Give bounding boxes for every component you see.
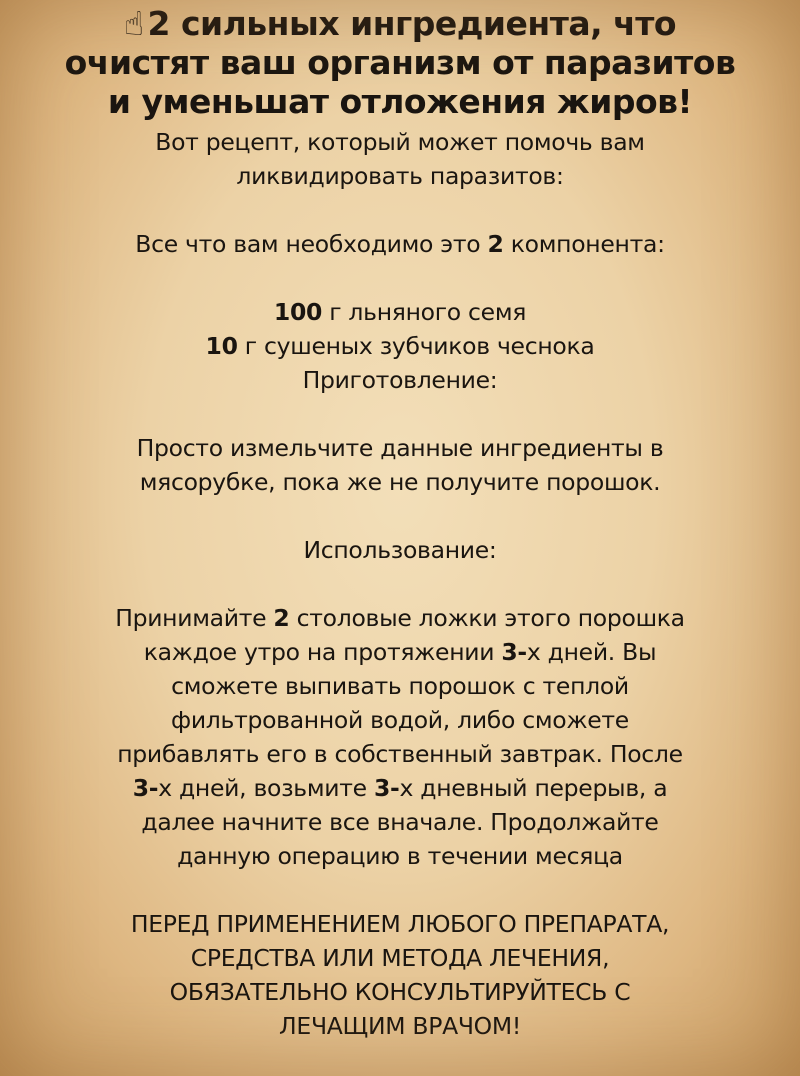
ingredient-text: г льняного семя — [322, 298, 527, 326]
usage-number: 3- — [501, 638, 527, 666]
spacer — [0, 193, 800, 227]
headline-line-3: и уменьшат отложения жиров! — [107, 82, 693, 121]
pointing-up-icon: ☝ — [123, 4, 144, 43]
warning-line-4: ЛЕЧАЩИМ ВРАЧОМ! — [279, 1012, 521, 1040]
warning-line-1: ПЕРЕД ПРИМЕНЕНИЕМ ЛЮБОГО ПРЕПАРАТА, — [130, 910, 670, 938]
usage-text: Принимайте — [115, 604, 274, 632]
usage-line-2 — [0, 635, 800, 669]
usage-number: 3- — [132, 774, 159, 802]
headline — [0, 4, 800, 121]
usage-text: столовые ложки этого порошка — [289, 604, 685, 632]
components-line — [0, 227, 800, 261]
spacer — [0, 873, 800, 907]
headline-text-1: 2 сильных ингредиента, что — [147, 4, 677, 43]
ingredient-item — [0, 295, 800, 329]
headline-line-2: очистят ваш организм от паразитов — [64, 43, 736, 82]
ingredient-amount: 10 — [205, 332, 238, 360]
components-suffix: компонента: — [503, 230, 665, 258]
usage-heading: Использование: — [303, 536, 497, 564]
headline-line-1 — [0, 4, 800, 43]
usage-line-5: прибавлять его в собственный завтрак. После — [117, 740, 683, 768]
usage-text: каждое утро на протяжении — [143, 638, 502, 666]
usage-line-4: фильтрованной водой, либо сможете — [171, 706, 629, 734]
recipe-body — [0, 125, 800, 907]
intro-line-1: Вот рецепт, который может помочь вам — [155, 128, 645, 156]
spacer — [0, 567, 800, 601]
usage-line-1 — [0, 601, 800, 635]
spacer — [0, 397, 800, 431]
usage-number: 2 — [273, 604, 290, 632]
usage-number: 3- — [373, 774, 400, 802]
ingredient-amount: 100 — [273, 298, 323, 326]
spacer — [0, 499, 800, 533]
usage-line-6 — [0, 771, 800, 805]
usage-line-8: данную операцию в течении месяца — [177, 842, 623, 870]
preparation-line-1: Просто измельчите данные ингредиенты в — [136, 434, 664, 462]
ingredient-item — [0, 329, 800, 363]
intro-line-2: ликвидировать паразитов: — [236, 162, 564, 190]
usage-line-7: далее начните все вначале. Продолжайте — [141, 808, 659, 836]
usage-text: х дней, возьмите — [158, 774, 374, 802]
components-prefix: Все что вам необходимо это — [135, 230, 488, 258]
warning-line-3: ОБЯЗАТЕЛЬНО КОНСУЛЬТИРУЙТЕСЬ С — [169, 978, 631, 1006]
usage-text: х дневный перерыв, а — [399, 774, 668, 802]
warning-line-2: СРЕДСТВА ИЛИ МЕТОДА ЛЕЧЕНИЯ, — [190, 944, 610, 972]
spacer — [0, 261, 800, 295]
preparation-line-2: мясорубке, пока же не получите порошок. — [139, 468, 661, 496]
components-count: 2 — [487, 230, 504, 258]
medical-warning — [0, 907, 800, 1043]
preparation-heading: Приготовление: — [302, 366, 498, 394]
ingredient-text: г сушеных зубчиков чеснока — [237, 332, 595, 360]
usage-text: х дней. Вы — [526, 638, 657, 666]
usage-line-3: сможете выпивать порошок с теплой — [171, 672, 629, 700]
